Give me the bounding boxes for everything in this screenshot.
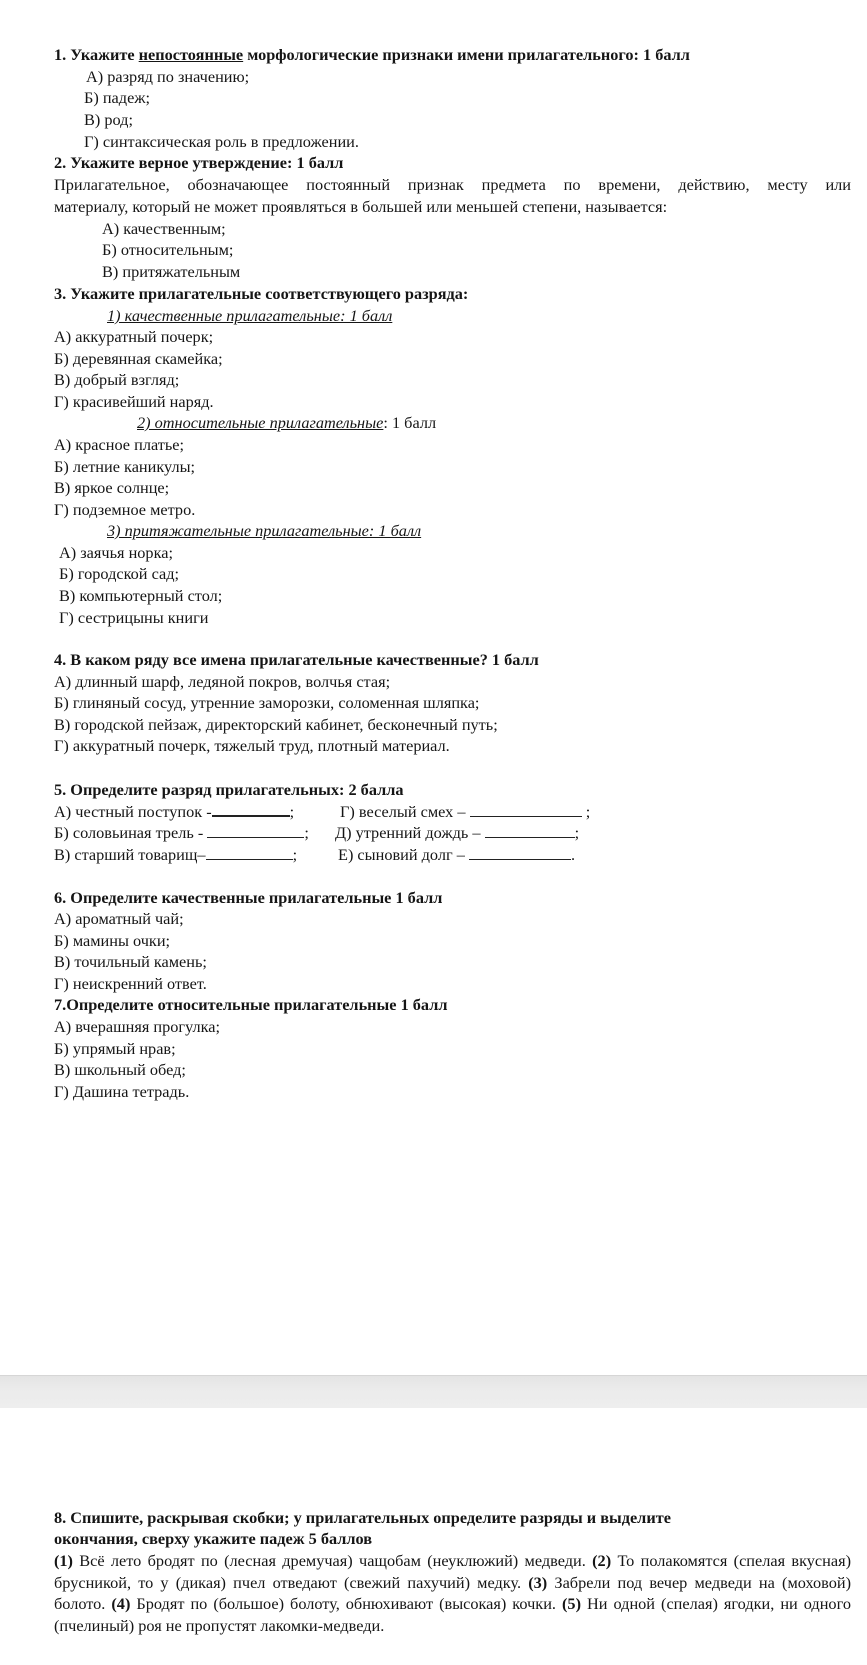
- answer-blank-e: [469, 845, 571, 860]
- q5-item-b: Б) соловьиная трель - ;: [54, 823, 309, 842]
- q7-option-b: Б) упрямый нрав;: [54, 1039, 176, 1058]
- q3-sub2-points: : 1 балл: [383, 413, 437, 432]
- worksheet-page-2: [0, 1407, 867, 1665]
- q8-title-line-2: окончания, сверху укажите падеж 5 баллов: [54, 1529, 373, 1548]
- q1-option-a: А) разряд по значению;: [86, 67, 250, 86]
- q7-option-c: В) школьный обед;: [54, 1060, 186, 1079]
- q3-sub1-option-b: Б) деревянная скамейка;: [54, 349, 223, 368]
- answer-blank-g: [470, 802, 582, 817]
- q5-item-a: А) честный поступок - ;: [54, 802, 295, 821]
- q3-sub1-option-d: Г) красивейший наряд.: [54, 392, 214, 411]
- q4-option-c: В) городской пейзаж, директорский кабинет, бесконечный путь;: [54, 715, 498, 734]
- q3-sub3-option-b: Б) городской сад;: [59, 564, 180, 583]
- q3-sub1-option-a: А) аккуратный почерк;: [54, 327, 214, 346]
- page-break-divider: [0, 1375, 867, 1408]
- q7-option-d: Г) Дашина тетрадь.: [54, 1082, 190, 1101]
- q1-option-d: Г) синтаксическая роль в предложении.: [84, 132, 359, 151]
- q3-sub3-option-c: В) компьютерный стол;: [59, 586, 223, 605]
- answer-blank-a: [212, 801, 290, 817]
- q3-sub1-label: 1) качественные прилагательные: 1 балл: [107, 306, 393, 325]
- q5-item-e: Е) сыновий долг – .: [338, 845, 576, 864]
- q5-item-d: Д) утренний дождь – ;: [335, 823, 580, 842]
- q2-option-a: А) качественным;: [102, 219, 226, 238]
- q3-sub3-option-d: Г) сестрицыны книги: [59, 608, 209, 627]
- q1-option-c: В) род;: [84, 110, 133, 129]
- q5-title: 5. Определите разряд прилагательных: 2 балла: [54, 780, 404, 799]
- q5-item-g: Г) веселый смех – ;: [340, 802, 591, 821]
- q1-underlined-word: непостоянные: [138, 45, 244, 64]
- q4-option-d: Г) аккуратный почерк, тяжелый труд, плотный материал.: [54, 736, 450, 755]
- q5-item-v: В) старший товарищ– ;: [54, 845, 298, 864]
- q3-sub2-label: 2) относительные прилагательные: [137, 413, 384, 432]
- q2-text-line-2: материалу, который не может проявляться в большей или меньшей степени, называется:: [54, 197, 668, 216]
- q4-title: 4. В каком ряду все имена прилагательные качественные? 1 балл: [54, 650, 539, 669]
- q6-option-b: Б) мамины очки;: [54, 931, 171, 950]
- q2-option-b: Б) относительным;: [102, 240, 234, 259]
- q3-sub1-option-c: В) добрый взгляд;: [54, 370, 180, 389]
- q8-text: (1) Всё лето бродят по (лесная дремучая) чащобам (неуклюжий) медведи. (2) То полакомятся (спелая вкусная) брусникой, то у (дикая) пчел отведают (свежий пахучий) медку. (3) Забрели под вечер медведи на (моховой) болото. (4) Бродят по (большое) болоту, обнюхивают (высокая) кочки. (5) Ни одной (спелая) ягодки, ни одного (пчелиный) роя не пропустят лакомки-медведи.: [54, 1551, 851, 1635]
- q2-text-line-1: Прилагательное, обозначающее постоянный признак предмета по времени, действию, месту или: [54, 175, 851, 194]
- q6-option-c: В) точильный камень;: [54, 952, 207, 971]
- answer-blank-v: [206, 845, 293, 860]
- answer-blank-d: [485, 823, 575, 838]
- q6-option-d: Г) неискренний ответ.: [54, 974, 207, 993]
- q2-title: 2. Укажите верное утверждение: 1 балл: [54, 153, 344, 172]
- q3-sub2-option-c: В) яркое солнце;: [54, 478, 170, 497]
- q7-title: 7.Определите относительные прилагательные 1 балл: [54, 995, 448, 1014]
- q4-option-a: А) длинный шарф, ледяной покров, волчья стая;: [54, 672, 391, 691]
- q3-title: 3. Укажите прилагательные соответствующего разряда:: [54, 284, 469, 303]
- q3-sub3-label: 3) притяжательные прилагательные: 1 балл: [107, 521, 422, 540]
- q7-option-a: А) вчерашняя прогулка;: [54, 1017, 221, 1036]
- q6-option-a: А) ароматный чай;: [54, 909, 184, 928]
- answer-blank-b: [207, 823, 304, 838]
- q1-option-b: Б) падеж;: [84, 88, 151, 107]
- q3-sub2-option-d: Г) подземное метро.: [54, 500, 196, 519]
- q3-sub2-option-b: Б) летние каникулы;: [54, 457, 196, 476]
- q1-title: 1. Укажите непостоянные морфологические признаки имени прилагательного: 1 балл: [54, 45, 690, 64]
- q3-sub3-option-a: А) заячья норка;: [59, 543, 173, 562]
- q4-option-b: Б) глиняный сосуд, утренние заморозки, соломенная шляпка;: [54, 693, 480, 712]
- q8-title-line-1: 8. Спишите, раскрывая скобки; у прилагательных определите разряды и выделите: [54, 1508, 671, 1527]
- q2-option-c: В) притяжательным: [102, 262, 241, 281]
- q3-sub2-heading: [137, 412, 436, 434]
- q6-title: 6. Определите качественные прилагательные 1 балл: [54, 888, 443, 907]
- q3-sub2-option-a: А) красное платье;: [54, 435, 185, 454]
